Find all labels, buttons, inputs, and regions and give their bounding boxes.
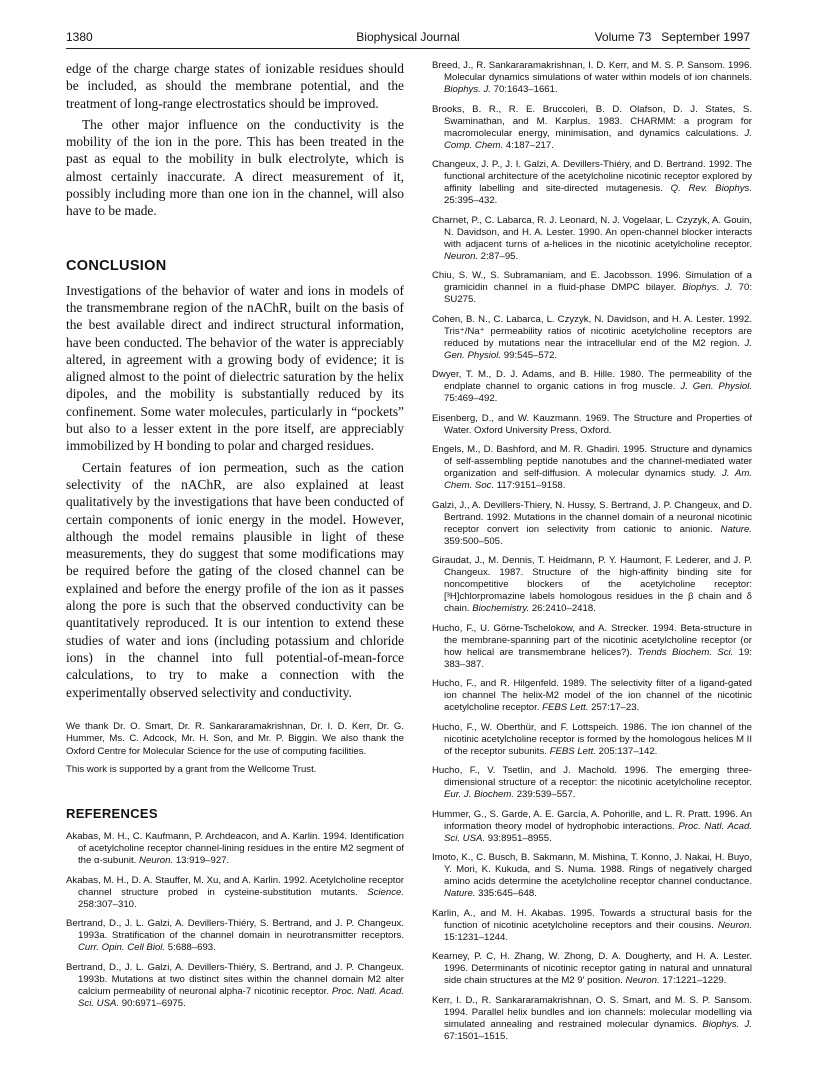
reference-entry: Hucho, F., U. Görne-Tschelokow, and A. Strecker. 1994. Beta-structure in the membrane-spanning part of the nicotinic acetylcholine receptor (or how helical are transmembrane helices?). Trends Biochem. Sci. 19: 383–387.: [432, 622, 752, 670]
funding-statement: This work is supported by a grant from the Wellcome Trust.: [66, 764, 317, 776]
reference-entry: Akabas, M. H., D. A. Stauffer, M. Xu, and A. Karlin. 1992. Acetylcholine receptor channel structure probed in cysteine-substitution mutants. Science. 258:307–310.: [66, 874, 404, 910]
reference-entry: Bertrand, D., J. L. Galzi, A. Devillers-Thiéry, S. Bertrand, and J. P. Changeux. 1993b. Mutations at two distinct sites within the channel domain M2 alter calcium permeability of neuronal alpha-7 nicotinic receptor. Proc. Natl. Acad. Sci. USA. 90:6971–6975.: [66, 961, 405, 1009]
reference-entry: Hucho, F., W. Oberthür, and F. Lottspeich. 1986. The ion channel of the nicotinic acetylcholine receptor is formed by the homologous helices M II of the receptor subunits. FEBS Lett. 205:137–142.: [432, 721, 752, 757]
reference-entry: Breed, J., R. Sankararamakrishnan, I. D. Kerr, and M. S. P. Sansom. 1996. Molecular dynamics simulations of water within models of ion channels. Biophys. J. 70:1643–1661.: [432, 60, 752, 95]
reference-entry: Cohen, B. N., C. Labarca, L. Czyzyk, N. Davidson, and H. A. Lester. 1992. Tris⁺/Na⁺ permeability ratios of nicotinic acetylcholine receptors are reduced by mutations near the intracellular end of the M2 region. J. Gen. Physiol. 99:545–572.: [432, 313, 752, 361]
reference-entry: Hucho, F., and R. Hilgenfeld. 1989. The selectivity filter of a ligand-gated ion channel The helix-M2 model of the ion channel of the nicotinic acetylcholine receptor. FEBS Lett. 257:17–23.: [432, 678, 752, 713]
running-header: [66, 30, 750, 48]
journal-title: Biophysical Journal: [356, 30, 460, 44]
intro-paragraph-2: The other major influence on the conductivity is the mobility of the ion in the pore. This has been treated in the past as equal to the mobility in bulk electrolyte, which is almost certainly inaccurate. A direct measurement of it, possibly including more than one ion in the channel, will also have to be made.: [66, 116, 404, 219]
issue-info: Volume 73 September 1997: [594, 30, 750, 44]
reference-entry: Galzi, J., A. Devillers-Thiery, N. Hussy, S. Bertrand, J. P. Changeux, and D. Bertrand. 1992. Mutations in the channel domain of a neuronal nicotinic receptor convert ion selectivity from cationic to anionic. Nature. 359:500–505.: [432, 499, 752, 547]
reference-entry: Brooks, B. R., R. E. Bruccoleri, B. D. Olafson, D. J. States, S. Swaminathan, and M. Karplus. 1983. CHARMM: a program for macromolecular energy, minimisation, and dynamics calculations. J. Comp. Chem. 4:187–217.: [432, 103, 752, 151]
left-column: [66, 60, 404, 1017]
conclusion-paragraph-1: Investigations of the behavior of water and ions in models of the transmembrane region of the nAChR, built on the basis of the best available direct and indirect structural information, have been conducted. The behavior of the water is appreciably altered, in agreement with a growing body of evidence; it is aligned almost to the point of dielectric saturation by the helix dipoles, and the mobility is substantially reduced by its confinement. Some water molecules, particularly in “pockets” but also to a lesser extent in the pore itself, are appreciably immobilized by H bonding to polar and charged residues.: [66, 282, 404, 454]
reference-entry: Akabas, M. H., C. Kaufmann, P. Archdeacon, and A. Karlin. 1994. Identification of acetylcholine receptor channel-lining residues in the entire M2 segment of the α-subunit. Neuron. 13:919–927.: [66, 831, 404, 867]
reference-entry: Hummer, G., S. Garde, A. E. García, A. Pohorille, and L. R. Pratt. 1996. An information theory model of hydrophobic interactions. Proc. Natl. Acad. Sci. USA. 93:8951–8955.: [432, 808, 752, 844]
reference-entry: Kerr, I. D., R. Sankararamakrishnan, O. S. Smart, and M. S. P. Sansom. 1994. Parallel helix bundles and ion channels: molecular modelling via simulated annealing and restrained molecular dynamics. Biophys. J. 67:1501–1515.: [432, 994, 752, 1042]
reference-entry: Eisenberg, D., and W. Kauzmann. 1969. The Structure and Properties of Water. Oxford University Press, Oxford.: [432, 412, 752, 436]
reference-entry: Hucho, F., V. Tsetlin, and J. Machold. 1996. The emerging three-dimensional structure of a receptor: the nicotinic acetylcholine receptor. Eur. J. Biochem. 239:539–557.: [432, 765, 752, 800]
reference-list-left: [66, 831, 404, 1010]
reference-entry: Engels, M., D. Bashford, and M. R. Ghadiri. 1995. Structure and dynamics of self-assembling peptide nanotubes and the channel-mediated water organization and self-diffusion. A molecular dynamics study. J. Am. Chem. Soc. 117:9151–9158.: [432, 444, 752, 491]
reference-entry: Dwyer, T. M., D. J. Adams, and B. Hille. 1980. The permeability of the endplate channel to organic cations in frog muscle. J. Gen. Physiol. 75:469–492.: [432, 369, 753, 404]
reference-entry: Chiu, S. W., S. Subramaniam, and E. Jacobsson. 1996. Simulation of a gramicidin channel in a fluid-phase DMPC bilayer. Biophys. J. 70: SU275.: [432, 270, 752, 305]
reference-entry: Giraudat, J., M. Dennis, T. Heidmann, P. Y. Haumont, F. Lederer, and J. P. Changeux. 1987. Structure of the high-affinity binding site for noncompetitive blockers of the acetylcholine receptor: [³H]chlorpromazine labels homologous residues in the β chain and δ chain. Biochemistry. 26:2410–2418.: [432, 555, 752, 614]
header-rule: [66, 48, 750, 49]
reference-entry: Kearney, P. C, H. Zhang, W. Zhong, D. A. Dougherty, and H. A. Lester. 1996. Determinants of nicotinic receptor gating in natural and unnatural side chain structures at the M2 9′ position. Neuron. 17:1221–1229.: [432, 951, 752, 986]
reference-list-right: [432, 60, 752, 1043]
intro-paragraph-1: edge of the charge charge states of ionizable residues should be included, as should the membrane potential, and the treatment of long-range electrostatics should be improved.: [66, 61, 404, 111]
right-column: [432, 60, 752, 1050]
reference-entry: Karlin, A., and M. H. Akabas. 1995. Towards a structural basis for the function of nicotinic acetylcholine receptors and their cousins. Neuron. 15:1231–1244.: [432, 907, 752, 943]
reference-entry: Bertrand, D., J. L. Galzi, A. Devillers-Thiéry, S. Bertrand, and J. P. Changeux. 1993a. Stratification of the channel domain in neurotransmitter receptors. Curr. Opin. Cell Biol. 5:688–693.: [66, 918, 404, 954]
acknowledgments: We thank Dr. O. Smart, Dr. R. Sankararamakrishnan, Dr. I. D. Kerr, Dr. G. Hummer, Ms. C. Adcock, Mr. H. Son, and Mr. P. Biggin. We also thank the Oxford Centre for Molecular Science for the use of computing facilities.: [66, 720, 404, 757]
reference-entry: Charnet, P., C. Labarca, R. J. Leonard, N. J. Vogelaar, L. Czyzyk, A. Gouin, N. Davidson, and H. A. Lester. 1990. An open-channel blocker interacts with adjacent turns of a-helices in the nicotinic acetylcholine receptor. Neuron. 2:87–95.: [432, 214, 752, 262]
reference-entry: Imoto, K., C. Busch, B. Sakmann, M. Mishina, T. Konno, J. Nakai, H. Buyo, Y. Mori, K. Kukuda, and S. Numa. 1988. Rings of negatively charged amino acids determine the acetylcholine receptor channel conductance. Nature. 335:645–648.: [432, 852, 752, 899]
references-heading: REFERENCES: [66, 806, 158, 822]
conclusion-heading: CONCLUSION: [66, 257, 167, 274]
page-number: 1380: [66, 30, 93, 44]
conclusion-paragraph-2: Certain features of ion permeation, such as the cation selectivity of the nAChR, are also explained at least qualitatively by the investigations that have been conducted of certain components of ionic energy in the model. However, although the model remains plausible in light of these measurements, they do suggest that some modifications may be required before the gating of the closed channel can be explained and before the energy profile of the ion as it passes along the pore is such that the observed conductivity can be quantitatively reproduced. It is our intention to extend these studies of water and ions (including potassium and chloride ions) in the channel into full potential-of-mean-force calculations, to try to make a connection with the experimentally observed selectivity and conductivity.: [66, 459, 404, 700]
reference-entry: Changeux, J. P., J. I. Galzi, A. Devillers-Thiéry, and D. Bertrand. 1992. The functional architecture of the acetylcholine nicotinic receptor explored by affinity labelling and site-directed mutagenesis. Q. Rev. Biophys. 25:395–432.: [432, 159, 752, 206]
